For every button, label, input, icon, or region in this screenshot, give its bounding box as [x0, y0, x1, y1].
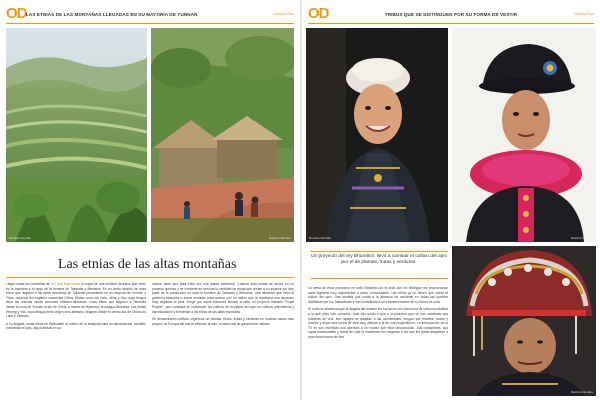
pullquote: Un proyecto del rey Bhumibol, llevó a cambiar el cultivo del opio por el de plantas, frutas y verduras.: [311, 254, 447, 265]
woman-turban-image: [306, 28, 448, 242]
right-kicker: TRIBUS QUE SE DISTINGUEN POR SU FORMA DE VESTIR: [384, 12, 518, 17]
photo-woman-turban: [306, 28, 448, 242]
left-column-1: [6, 282, 146, 334]
beaded-headdress-image: [452, 246, 596, 396]
article-title: Las etnias de las altas montañas: [58, 257, 237, 272]
left-kicker: LAS ETNIAS DE LAS MONTAÑAS LLEGADAS EN SU MAYORÍA DE YUNNAN: [26, 12, 198, 17]
photo-terraced-hills: [6, 28, 147, 242]
photo-credit-5: Nombre Nombre: [570, 390, 593, 394]
woman-black-hat-image: [452, 28, 596, 242]
photo-credit-1: Nombre Nombre: [9, 236, 32, 240]
right-header-rule: [308, 23, 594, 24]
col2-paragraph-1: cultura dado que para ellos era una planta medicinal. Cuando esta planta se deriva en un proceso químico y se convierte en heroína la cantidad de droga que tenían a su alcance los hizo parte de la producción en toda la frontera de Tailandia y Birmania. Una situación que llevó al gobierno tailandés a tomar medidas para acabar con un tráfico que le reportaba una situación muy negativa al país. Surge por aquel entonces llevado a cabo un proyecto llamado "Royal Project", que consistía en convencer los cultivos de la planta del opio en cultivos alternativos y dar educación y formentar a las tribus de las altas montañas.: [152, 282, 294, 314]
col1-paragraph-1: Llegar hasta las montañas de Doi Hua Mae Khum el hogar de una multitud de tribus que viven en la montaña a lo largo de la frontera de Tailandia y Birmania. En un cierto sentido de unas tribus que llegaron a las altas montañas de Tailandia procedente en su mayoría de Yunnan y Tíbet, huyendo del régimen comunista China. Etnias como los Lahu, Akha y Lisu cuya lengua tiene las mismas raíces comunes tibetano-birmanas. Unas tribus que llegaron a Tailandia desde la zona de Yunnan al sur de China, a través de Myanmar, la antigua Birmania. Las etnias Hmong y Yao, cuya lengua tiene origen sino-tibetano, llegaron desde el centro-sur de China vía Laos y Vietnam.: [6, 282, 146, 319]
right-brand: Ofertas Plus: [573, 12, 594, 16]
photo-beaded-headdress: [452, 246, 596, 396]
pullquote-top-rule: [310, 251, 448, 252]
left-brand: Ofertas Plus: [273, 12, 294, 16]
photo-village: [151, 28, 294, 242]
terraced-hills-image: [6, 28, 147, 242]
right-paragraph-1: La venta de esos productos en toda Tailandia con el sello que les distingue les proporcionan unos ingresos muy importantes a estas comunidades. Las tribus ya no tienen que volver al cultivo del opio. Una medida que unida a la apertura de escuelas en todas las pueblos facilitadas por los Tailandesas y han contribuido a una transformación en su forma de vida.: [308, 286, 448, 304]
village-image: [151, 28, 294, 242]
photo-credit-3: Nombre Nombre: [309, 236, 332, 240]
left-header-rule: [6, 23, 294, 24]
highlight-mountain-name: Doi Hua Mae Khum: [50, 282, 80, 286]
photo-woman-black-hat: [452, 28, 596, 242]
photo-credit-2: Nombre Nombre: [268, 236, 291, 240]
right-page: [302, 0, 600, 400]
right-paragraph-2: Si a ello le añadimos que la llegada del turismo les ha hecho ver una forma de vida muy distinta a la que ellos han conocido, todo ello unido a que a la juventud que se han cambiado sus maneras de vivir, sus ropajes se adaptan a las occidentales, tengan sus móviles, motos y coches y dejan una forma de vida muy distinta a la de sus progenitores. La introducción de la TV en sus viviendas una apertura a un mundo que ellos desconocían. Sus costumbres, sus ropas tradicionales y forma de vida la mantienen los mayores a los que les gusta adaptarse a una nueva forma de vivir.: [308, 307, 448, 339]
pullquote-bottom-rule: [310, 278, 448, 279]
col2-paragraph-2: Se desarrollaron cultivos orgánicos de plantas, flores, frutas y verduras en muchas casos más propios de Europa allí que le ofrecían al sitio, el valor real de garantía de calidad.: [152, 317, 294, 326]
photo-credit-4: Nombre Nombre: [570, 236, 593, 240]
left-column-2: [152, 282, 294, 329]
right-header: [308, 6, 594, 22]
title-rule: [6, 277, 294, 278]
right-column: [308, 286, 448, 343]
magazine-logo-left: OD: [6, 5, 27, 22]
magazine-logo-right: OD: [308, 5, 329, 22]
left-header: [6, 6, 294, 22]
col1-paragraph-2: A su llegada, estas tribus se dedicaban al cultivo de la amapola para su alimentación, también cultivaban el opio, algo habitual en su: [6, 321, 146, 331]
